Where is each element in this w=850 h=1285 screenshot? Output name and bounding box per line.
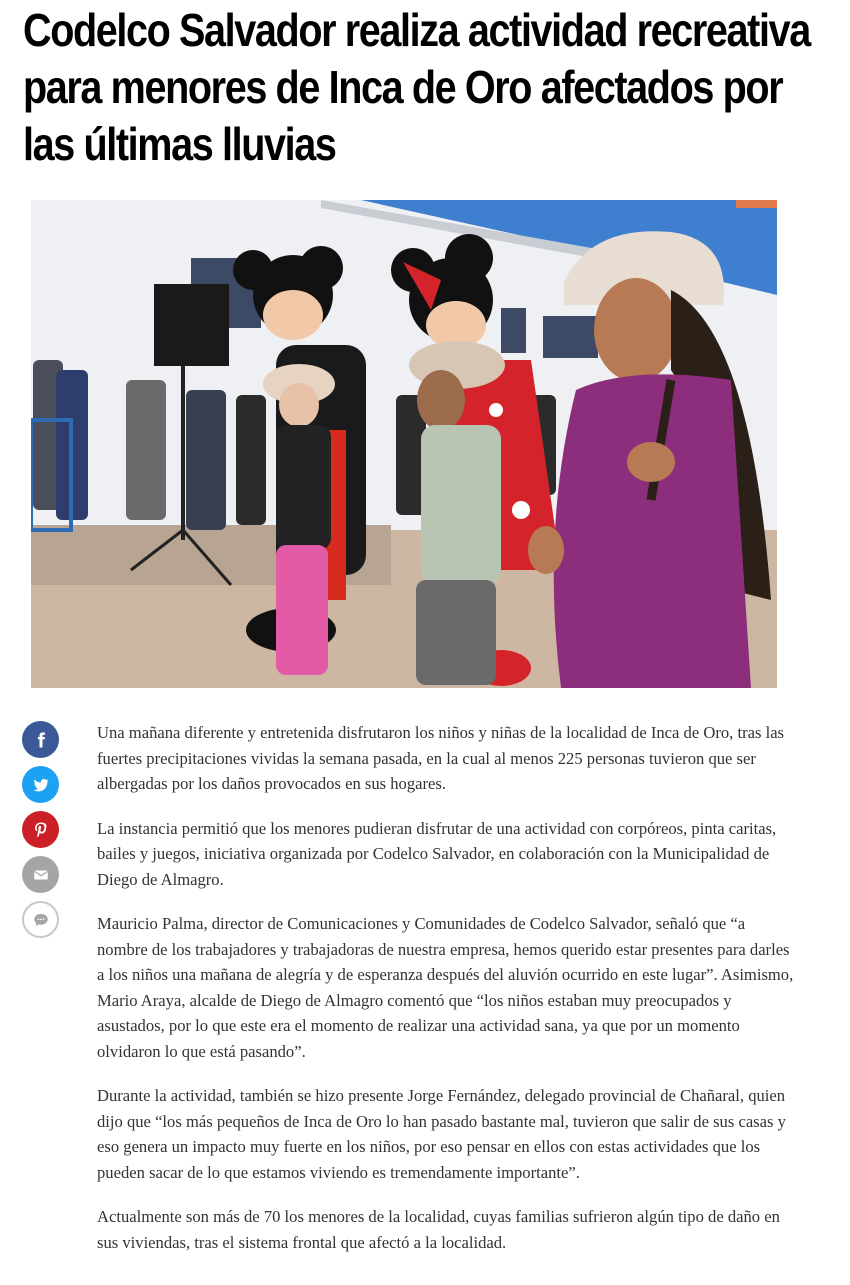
email-icon (32, 866, 50, 884)
share-bar (22, 721, 60, 946)
article-paragraph: Mauricio Palma, director de Comunicaciones y Comunidades de Codelco Salvador, señaló que “a nombre de los trabajadores y trabajadoras de nuestra empresa, hemos querido estar presentes para darles a los niños una mañana de alegría y de esperanza después del aluvión ocurrido en este lugar”. Asimismo, Mario Araya, alcalde de Diego de Almagro comentó que “los niños estaban muy preocupados y asustados, por lo que este era el momento de realizar una actividad sana, ya que por un momento olvidaron lo que está pasando”. (97, 914, 794, 1061)
article-photo (31, 200, 777, 688)
article-paragraph: Una mañana diferente y entretenida disfrutaron los niños y niñas de la localidad de Inca de Oro, tras las fuertes precipitaciones vividas la semana pasada, en la cual al menos 225 personas tuvieron que ser albergadas por los daños provocados en sus hogares. (97, 723, 785, 793)
article-body (97, 720, 797, 1274)
email-share-button[interactable] (22, 856, 59, 893)
comment-icon (32, 911, 50, 929)
pinterest-share-button[interactable] (22, 811, 59, 848)
article-title: Codelco Salvador realiza actividad recreativa para menores de Inca de Oro afectados por las últimas lluvias (23, 4, 810, 170)
twitter-share-button[interactable] (22, 766, 59, 803)
comments-button[interactable] (22, 901, 59, 938)
article-paragraph: Actualmente son más de 70 los menores de la localidad, cuyas familias sufrieron algún tipo de daño en sus viviendas, tras el sistema frontal que afectó a la localidad. (97, 1207, 780, 1252)
article-paragraph: La instancia permitió que los menores pudieran disfrutar de una actividad con corpóreos, pinta caritas, bailes y juegos, iniciativa organizada por Codelco Salvador, en colaboración con la Municipalidad de Diego de Almagro. (97, 818, 777, 889)
pinterest-icon (32, 821, 50, 839)
facebook-share-button[interactable] (22, 721, 59, 758)
twitter-icon (32, 776, 50, 794)
article-paragraph: Durante la actividad, también se hizo presente Jorge Fernández, delegado provincial de Chañaral, quien dijo que “los más pequeños de Inca de Oro lo han pasado bastante mal, tuvieron que salir de sus casas y eso genera un impacto muy fuerte en los niños, por eso pensar en ellos con estas actividades que los pueden sacar de lo que estamos viviendo es tremendamente importante”. (97, 1086, 786, 1182)
facebook-icon (32, 731, 50, 749)
